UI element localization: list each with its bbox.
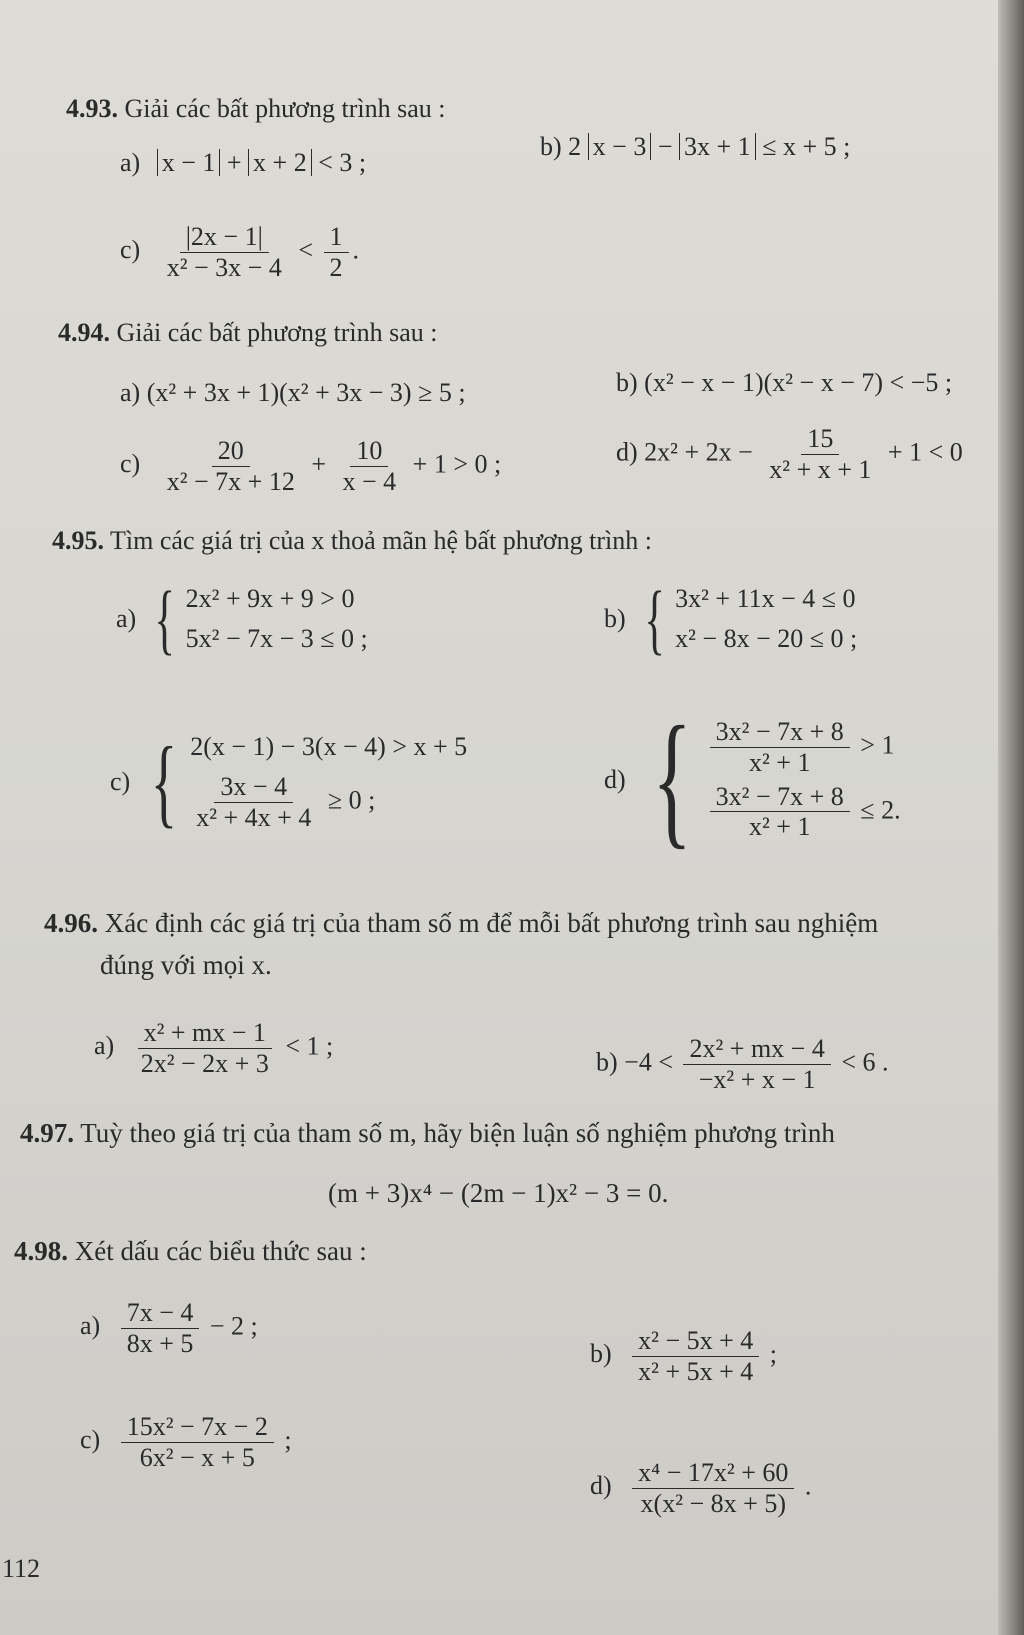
- fraction: [190, 772, 317, 833]
- exercise-4-96-instruction-cont: đúng với mọi x.: [100, 950, 272, 980]
- fraction: [135, 1018, 275, 1079]
- item-label: a): [80, 1311, 101, 1341]
- fraction: [683, 1034, 830, 1095]
- exercise-4-97-equation: (m + 3)x⁴ − (2m − 1)x² − 3 = 0.: [328, 1178, 669, 1208]
- fraction: [161, 436, 301, 497]
- fraction: [161, 222, 288, 283]
- inequality-rest: + 1 < 0: [887, 437, 963, 467]
- exercise-4-94-c: [120, 436, 501, 497]
- fraction: [632, 1458, 794, 1519]
- inequality-rest: .: [804, 1471, 812, 1501]
- denominator: 8x + 5: [126, 1328, 194, 1358]
- exercise-number: 4.96.: [44, 908, 98, 938]
- numerator: x⁴ − 17x² + 60: [632, 1458, 794, 1489]
- exercise-4-94-b: b) (x² − x − 1)(x² − x − 7) < −5 ;: [616, 368, 953, 397]
- absolute-value: x + 2: [248, 149, 312, 176]
- page-edge-shadow: [998, 0, 1024, 1635]
- denominator: x − 4: [342, 466, 397, 496]
- inequality-rest: ≤ x + 5 ;: [762, 132, 851, 161]
- inequality-rest: < 1 ;: [285, 1031, 334, 1061]
- item-label: b) −4 <: [596, 1047, 673, 1077]
- item-label: b): [590, 1339, 612, 1369]
- absolute-value: 3x + 1: [679, 133, 756, 160]
- inequality-rest: > 1: [860, 730, 895, 760]
- item-label: a): [120, 148, 141, 177]
- item-label: d): [604, 764, 626, 794]
- page-number: 112: [2, 1554, 41, 1583]
- denominator: 2: [329, 252, 343, 282]
- exercise-number: 4.94.: [58, 318, 110, 347]
- exercise-number: 4.93.: [66, 94, 118, 123]
- numerator: 10: [350, 436, 388, 467]
- system-row: x² − 8x − 20 ≤ 0 ;: [675, 624, 858, 654]
- system-rows: [710, 717, 901, 843]
- system-row: [710, 782, 901, 843]
- system-of-inequalities: [604, 696, 901, 862]
- denominator: x² + 5x + 4: [638, 1356, 754, 1386]
- numerator: 7x − 4: [121, 1298, 200, 1329]
- left-brace-icon: {: [651, 696, 692, 862]
- item-label: c): [110, 767, 131, 797]
- exercise-4-96-b: [596, 1034, 889, 1095]
- exercise-instruction: Tuỳ theo giá trị của tham số m, hãy biện luận số nghiệm phương trình: [80, 1118, 835, 1148]
- exercise-instruction: Xét dấu các biểu thức sau :: [74, 1236, 367, 1266]
- operator: +: [226, 148, 242, 177]
- fraction: [763, 424, 877, 485]
- exercise-4-95-b: [604, 575, 858, 662]
- inequality-rest: < 3 ;: [318, 148, 367, 177]
- left-brace-icon: {: [644, 575, 665, 662]
- punctuation: .: [352, 235, 359, 265]
- system-row: 3x² + 11x − 4 ≤ 0: [675, 584, 856, 614]
- exercise-4-93-heading: [66, 94, 445, 124]
- exercise-4-93-c: [120, 222, 359, 283]
- left-brace-icon: {: [154, 575, 176, 662]
- denominator: x² − 7x + 12: [166, 466, 295, 496]
- item-label: c): [120, 449, 141, 479]
- fraction: [337, 436, 403, 497]
- item-label: c): [80, 1425, 101, 1455]
- numerator: 15: [801, 424, 839, 455]
- exercise-instruction: Tìm các giá trị của x thoả mãn hệ bất phương trình :: [110, 526, 652, 555]
- item-label: a): [94, 1031, 115, 1061]
- numerator: 15x² − 7x − 2: [121, 1412, 274, 1443]
- inequality-rest: < 6 .: [841, 1047, 889, 1077]
- numerator: 3x² − 7x + 8: [710, 782, 850, 813]
- exercise-number: 4.97.: [20, 1118, 74, 1148]
- exercise-4-95-d: [604, 696, 901, 862]
- system-of-inequalities: [110, 726, 468, 838]
- inequality-rest: + 1 > 0 ;: [412, 449, 502, 479]
- system-rows: [186, 584, 368, 654]
- system-rows: [190, 732, 467, 833]
- inequality-rest: ≥ 0 ;: [327, 785, 376, 815]
- inequality-rest: ≤ 2.: [860, 794, 901, 824]
- exercise-4-96-a: [94, 1018, 333, 1079]
- exercise-number: 4.95.: [52, 526, 104, 555]
- item-label: b): [604, 604, 626, 634]
- fraction: [121, 1412, 274, 1473]
- numerator: 20: [212, 436, 250, 467]
- absolute-value: x − 1: [157, 149, 221, 176]
- denominator: x(x² − 8x + 5): [640, 1488, 786, 1518]
- denominator: x² + 1: [749, 747, 811, 777]
- inequality-rest: − 2 ;: [209, 1311, 258, 1341]
- numerator: 3x² − 7x + 8: [710, 717, 850, 748]
- left-brace-icon: {: [151, 726, 178, 838]
- absolute-value: x − 3: [588, 133, 652, 160]
- denominator: 2x² − 2x + 3: [140, 1048, 269, 1078]
- fraction: [710, 717, 850, 778]
- exercise-4-98-a: [80, 1298, 258, 1359]
- system-row: 2x² + 9x + 9 > 0: [185, 584, 355, 614]
- denominator: x² + x + 1: [769, 454, 872, 484]
- numerator: 2x² + mx − 4: [683, 1034, 830, 1065]
- fraction: [632, 1326, 759, 1387]
- numerator: 3x − 4: [214, 772, 293, 803]
- fraction: [710, 782, 850, 843]
- denominator: x² + 4x + 4: [196, 802, 312, 832]
- exercise-4-98-heading: [14, 1236, 367, 1267]
- system-row: 2(x − 1) − 3(x − 4) > x + 5: [190, 732, 468, 761]
- operator: +: [311, 449, 326, 479]
- system-of-inequalities: [604, 575, 858, 662]
- fraction: [121, 1298, 200, 1359]
- exercise-4-98-c: [80, 1412, 292, 1473]
- item-label: d): [590, 1471, 612, 1501]
- denominator: −x² + x − 1: [698, 1064, 816, 1094]
- fraction: [324, 222, 349, 283]
- exercise-4-98-b: [590, 1326, 777, 1387]
- system-row: [710, 717, 901, 778]
- operator: <: [298, 235, 313, 265]
- denominator: x² − 3x − 4: [166, 252, 282, 282]
- item-label: b) 2: [540, 132, 582, 161]
- exercise-4-96-heading: [44, 908, 878, 939]
- inequality-rest: ;: [284, 1425, 292, 1455]
- exercise-4-94-heading: [58, 318, 437, 348]
- operator: −: [657, 132, 673, 161]
- exercise-instruction: Xác định các giá trị của tham số m để mỗi bất phương trình sau nghiệm: [104, 908, 879, 938]
- numerator: |2x − 1|: [180, 222, 269, 253]
- exercise-4-93-a: [120, 148, 366, 178]
- exercise-4-93-b: [540, 132, 850, 162]
- system-rows: [675, 584, 857, 654]
- exercise-number: 4.98.: [14, 1236, 68, 1266]
- exercise-4-94-d: [616, 424, 963, 485]
- exercise-4-98-d: [590, 1458, 811, 1519]
- denominator: x² + 1: [749, 812, 811, 842]
- exercise-instruction: Giải các bất phương trình sau :: [116, 318, 438, 347]
- item-label: a): [116, 604, 137, 634]
- numerator: x² + mx − 1: [138, 1018, 272, 1049]
- numerator: 1: [324, 222, 349, 253]
- exercise-4-95-heading: [52, 526, 652, 556]
- exercise-4-97-heading: [20, 1118, 835, 1149]
- exercise-4-95-a: [116, 575, 368, 662]
- exercise-instruction: Giải các bất phương trình sau :: [124, 94, 446, 123]
- item-label: d) 2x² + 2x −: [616, 437, 753, 467]
- system-of-inequalities: [116, 575, 368, 662]
- item-label: c): [120, 235, 141, 265]
- system-row: [190, 772, 467, 833]
- system-row: 5x² − 7x − 3 ≤ 0 ;: [185, 624, 368, 654]
- exercise-4-95-c: [110, 726, 468, 838]
- inequality-rest: ;: [769, 1339, 778, 1369]
- exercise-4-94-a: a) (x² + 3x + 1)(x² + 3x − 3) ≥ 5 ;: [120, 378, 466, 407]
- denominator: 6x² − x + 5: [139, 1442, 255, 1472]
- numerator: x² − 5x + 4: [632, 1326, 759, 1357]
